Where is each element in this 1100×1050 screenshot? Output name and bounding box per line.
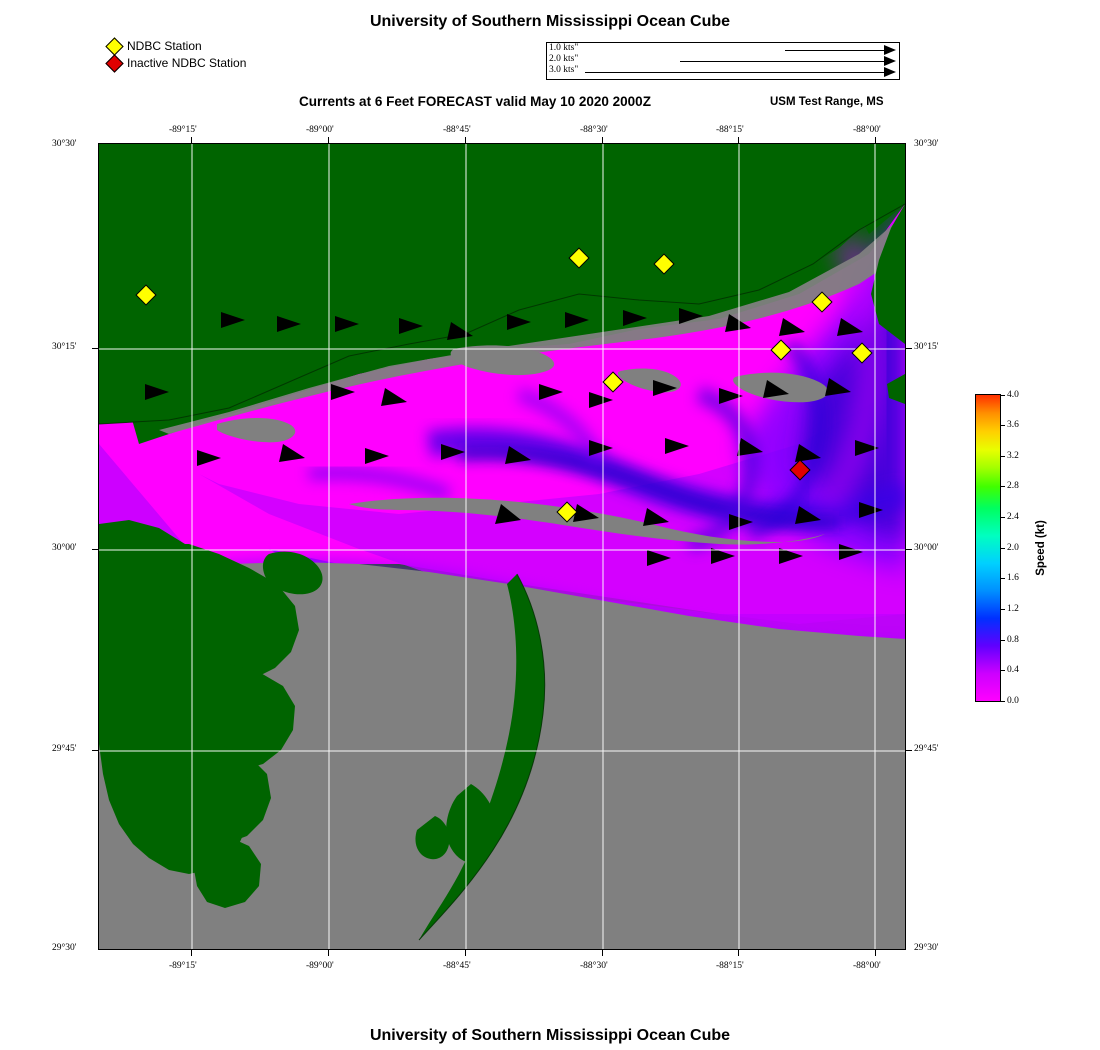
colorbar: [975, 390, 1095, 714]
vector-key-label: 2.0 kts": [549, 54, 579, 64]
vector-key-label: 1.0 kts": [549, 43, 579, 53]
vector-key-label: 3.0 kts": [549, 65, 579, 75]
axis-label-x-bottom: -88°00': [853, 961, 881, 971]
axis-label-y-left: 29°45': [52, 744, 77, 754]
axis-tick: [328, 137, 329, 143]
axis-tick: [328, 950, 329, 956]
colorbar-tick-label: 2.0: [1007, 543, 1019, 553]
axis-tick: [465, 137, 466, 143]
map-plot-area[interactable]: [98, 143, 906, 950]
map-raster: [99, 144, 905, 949]
colorbar-tick-label: 0.8: [1007, 635, 1019, 645]
arrow-head-icon: [884, 67, 896, 77]
colorbar-tick-label: 2.4: [1007, 512, 1019, 522]
colorbar-tick-label: 0.0: [1007, 696, 1019, 706]
axis-tick: [875, 137, 876, 143]
axis-label-y-right: 29°45': [914, 744, 939, 754]
axis-label-x-top: -89°15': [169, 125, 197, 135]
axis-tick: [92, 348, 98, 349]
colorbar-axis-title: Speed (kt): [1035, 520, 1047, 576]
colorbar-tick-label: 0.4: [1007, 665, 1019, 675]
axis-label-y-left: 30°15': [52, 342, 77, 352]
axis-tick: [92, 750, 98, 751]
axis-tick: [602, 950, 603, 956]
vector-key-line: [785, 50, 885, 51]
axis-label-y-right: 30°00': [914, 543, 939, 553]
axis-label-y-right: 29°30': [914, 943, 939, 953]
station-legend: [108, 38, 328, 72]
axis-tick: [191, 950, 192, 956]
vector-key-line: [680, 61, 885, 62]
axis-label-x-top: -88°45': [443, 125, 471, 135]
legend-item-active-station: [108, 38, 328, 54]
axis-label-x-bottom: -88°30': [580, 961, 608, 971]
diamond-icon: [105, 37, 123, 55]
chart-subtitle: Currents at 6 Feet FORECAST valid May 10 2020 2000Z: [299, 94, 651, 109]
axis-tick: [875, 950, 876, 956]
legend-item-label: Inactive NDBC Station: [127, 56, 247, 70]
axis-tick: [191, 137, 192, 143]
axis-tick: [92, 549, 98, 550]
axis-label-y-right: 30°30': [914, 139, 939, 149]
axis-tick: [738, 950, 739, 956]
axis-label-y-left: 29°30': [52, 943, 77, 953]
axis-label-x-top: -88°15': [716, 125, 744, 135]
axis-tick: [465, 950, 466, 956]
colorbar-tick-label: 4.0: [1007, 390, 1019, 400]
colorbar-gradient: [975, 394, 1001, 702]
colorbar-tick-label: 3.6: [1007, 420, 1019, 430]
page-title: University of Southern Mississippi Ocean Cube: [369, 13, 731, 30]
axis-label-x-top: -89°00': [306, 125, 334, 135]
axis-tick: [906, 348, 912, 349]
axis-tick: [906, 750, 912, 751]
axis-label-x-bottom: -88°45': [443, 961, 471, 971]
axis-tick: [906, 549, 912, 550]
colorbar-tick-label: 3.2: [1007, 451, 1019, 461]
axis-tick: [602, 137, 603, 143]
vector-scale-key: [546, 42, 900, 80]
arrow-head-icon: [884, 56, 896, 66]
axis-label-x-bottom: -89°00': [306, 961, 334, 971]
colorbar-tick-label: 1.6: [1007, 573, 1019, 583]
axis-tick: [738, 137, 739, 143]
vector-key-line: [585, 72, 885, 73]
legend-item-label: NDBC Station: [127, 39, 202, 53]
colorbar-tick-label: 2.8: [1007, 481, 1019, 491]
region-label: USM Test Range, MS: [770, 96, 884, 108]
vector-key-row: [547, 66, 899, 78]
colorbar-tick-label: 1.2: [1007, 604, 1019, 614]
axis-label-x-bottom: -88°15': [716, 961, 744, 971]
axis-label-x-bottom: -89°15': [169, 961, 197, 971]
axis-label-y-left: 30°00': [52, 543, 77, 553]
axis-label-x-top: -88°00': [853, 125, 881, 135]
diamond-icon: [105, 54, 123, 72]
legend-item-inactive-station: [108, 55, 328, 71]
arrow-head-icon: [884, 45, 896, 55]
footer-title: University of Southern Mississippi Ocean Cube: [369, 1027, 731, 1044]
axis-label-x-top: -88°30': [580, 125, 608, 135]
axis-label-y-right: 30°15': [914, 342, 939, 352]
axis-label-y-left: 30°30': [52, 139, 77, 149]
